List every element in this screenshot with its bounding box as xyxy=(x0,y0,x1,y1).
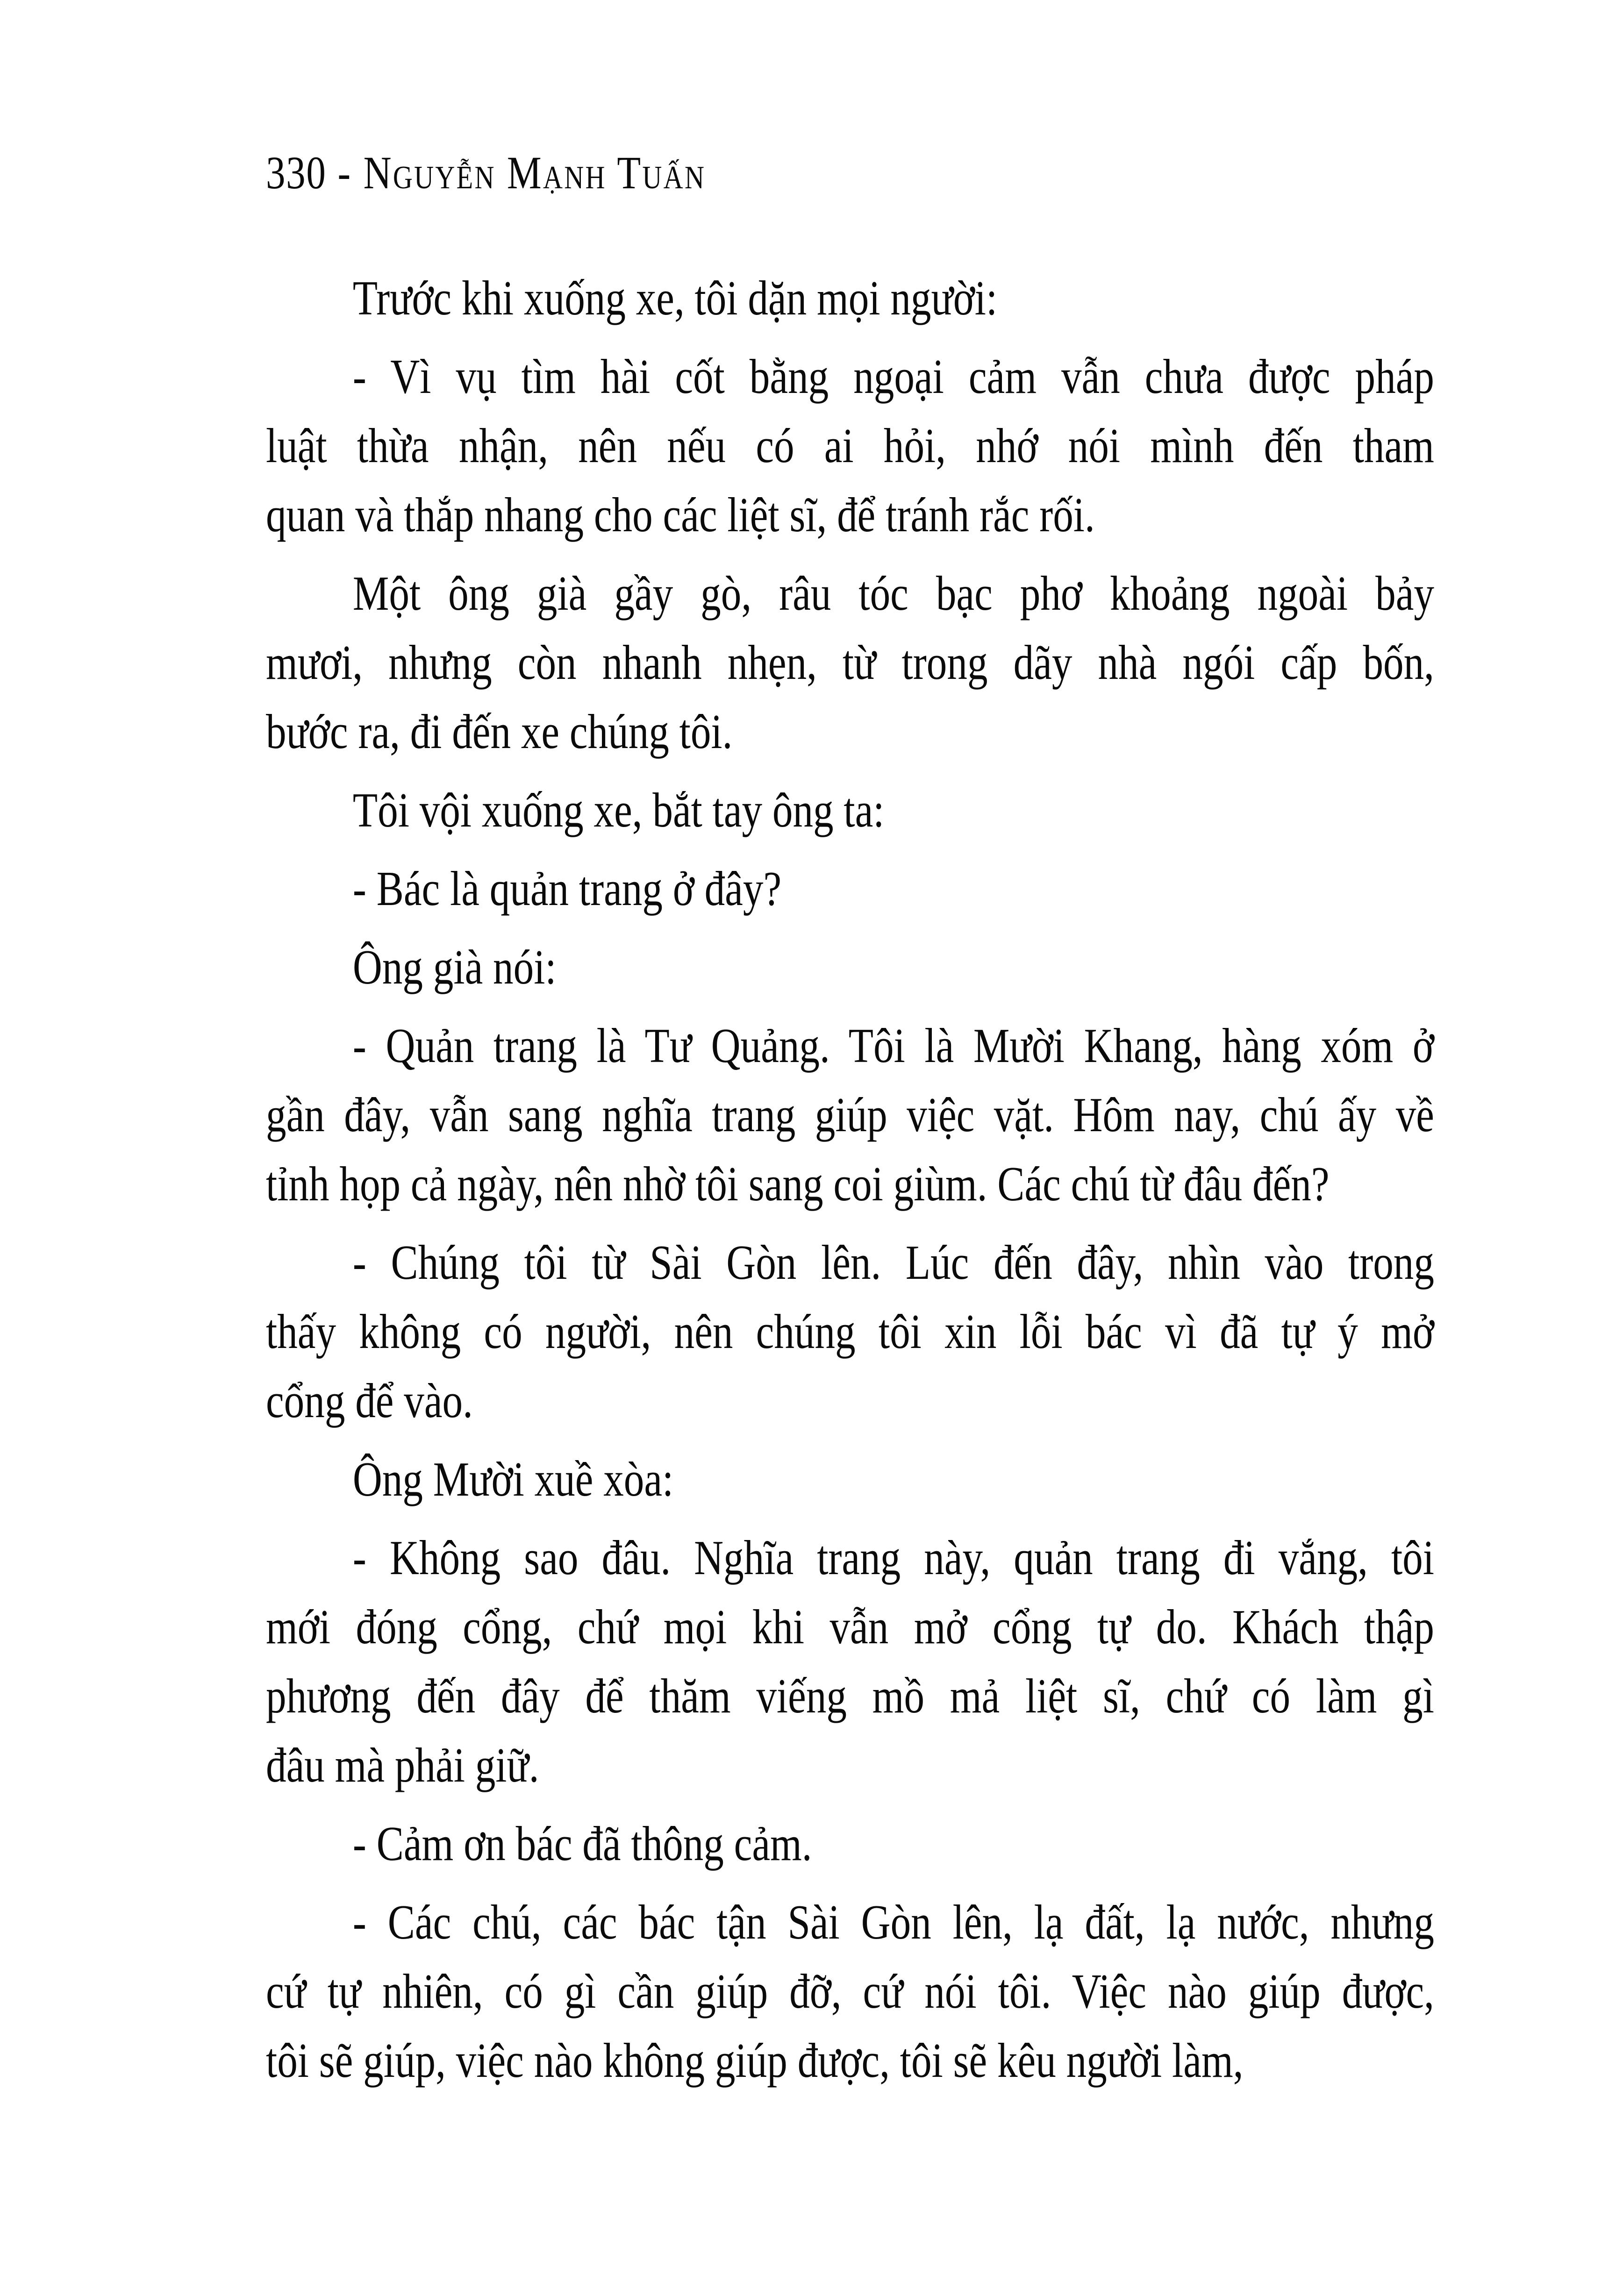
text-line: Ông già nói: xyxy=(352,940,557,994)
paragraph xyxy=(266,1523,1434,1800)
text-line: gần đây, vẫn sang nghĩa trang giúp việc vặt. Hôm nay, chú ấy về xyxy=(266,1087,1434,1142)
text-line: thấy không có người, nên chúng tôi xin lỗi bác vì đã tự ý mở xyxy=(266,1304,1434,1359)
paragraph xyxy=(266,933,1434,1002)
text-line: mươi, nhưng còn nhanh nhẹn, từ trong dãy nhà ngói cấp bốn, xyxy=(266,635,1434,690)
paragraph xyxy=(266,559,1434,766)
paragraph xyxy=(266,1228,1434,1435)
text-line: bước ra, đi đến xe chúng tôi. xyxy=(266,704,733,759)
paragraph xyxy=(266,1888,1434,2095)
paragraph xyxy=(266,264,1434,333)
paragraph xyxy=(266,776,1434,845)
text-line: - Các chú, các bác tận Sài Gòn lên, lạ đất, lạ nước, nhưng xyxy=(352,1895,1434,1949)
page-content xyxy=(266,140,1434,2095)
text-line: tỉnh họp cả ngày, nên nhờ tôi sang coi giùm. Các chú từ đâu đến? xyxy=(266,1156,1330,1211)
text-line: Ông Mười xuề xòa: xyxy=(352,1452,674,1506)
text-line: - Chúng tôi từ Sài Gòn lên. Lúc đến đây, nhìn vào trong xyxy=(352,1235,1434,1290)
paragraph xyxy=(266,342,1434,549)
text-line: - Cảm ơn bác đã thông cảm. xyxy=(352,1816,812,1871)
text-line: tôi sẽ giúp, việc nào không giúp được, tôi sẽ kêu người làm, xyxy=(266,2033,1244,2088)
text-line: quan và thắp nhang cho các liệt sĩ, để tránh rắc rối. xyxy=(266,487,1095,542)
text-line: Tôi vội xuống xe, bắt tay ông ta: xyxy=(352,783,885,837)
text-line: phương đến đây để thăm viếng mồ mả liệt sĩ, chứ có làm gì xyxy=(266,1669,1434,1723)
text-line: cổng để vào. xyxy=(266,1373,473,1428)
text-line: đâu mà phải giữ. xyxy=(266,1738,539,1792)
paragraph xyxy=(266,854,1434,923)
text-line: cứ tự nhiên, có gì cần giúp đỡ, cứ nói tôi. Việc nào giúp được, xyxy=(266,1964,1434,2018)
page-body xyxy=(266,264,1434,2095)
text-line: Một ông già gầy gò, râu tóc bạc phơ khoảng ngoài bảy xyxy=(352,566,1434,620)
page-number: 330 xyxy=(266,147,327,199)
paragraph xyxy=(266,1011,1434,1219)
page-header xyxy=(266,140,1434,206)
text-line: Trước khi xuống xe, tôi dặn mọi người: xyxy=(352,271,998,325)
text-line: mới đóng cổng, chứ mọi khi vẫn mở cổng tự do. Khách thập xyxy=(266,1599,1434,1654)
text-line: - Không sao đâu. Nghĩa trang này, quản trang đi vắng, tôi xyxy=(352,1530,1434,1585)
text-line: luật thừa nhận, nên nếu có ai hỏi, nhớ nói mình đến tham xyxy=(266,418,1434,473)
text-line: - Bác là quản trang ở đây? xyxy=(352,861,782,916)
text-line: - Quản trang là Tư Quảng. Tôi là Mười Khang, hàng xóm ở xyxy=(352,1018,1434,1073)
paragraph xyxy=(266,1445,1434,1514)
header-separator: - xyxy=(326,147,364,199)
text-line: - Vì vụ tìm hài cốt bằng ngoại cảm vẫn chưa được pháp xyxy=(352,349,1434,404)
paragraph xyxy=(266,1809,1434,1878)
author-name: Nguyễn Mạnh Tuấn xyxy=(363,147,706,199)
